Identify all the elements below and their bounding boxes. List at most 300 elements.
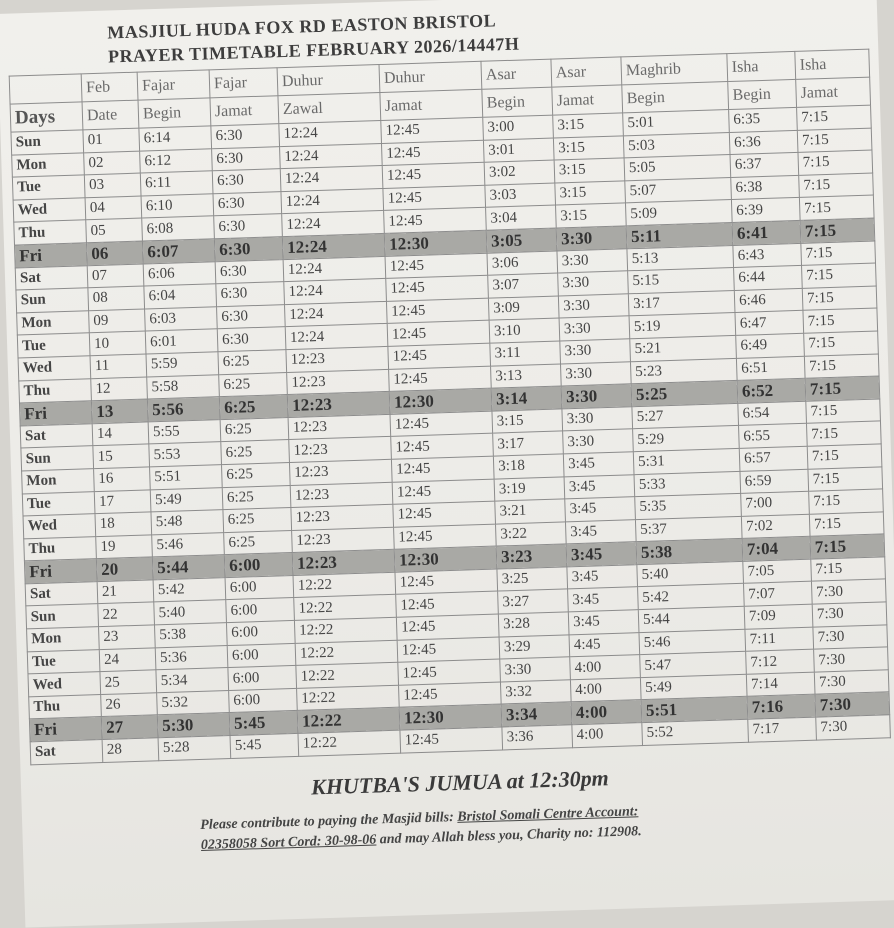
cell-isha-begin: 6:43 — [733, 243, 802, 268]
cell-isha-begin: 7:17 — [748, 717, 817, 742]
cell-day: Fri — [14, 243, 87, 268]
cell-maghrib: 3:17 — [628, 290, 735, 316]
cell-fajar-jamat: 6:00 — [225, 575, 294, 600]
cell-zawal: 12:24 — [284, 279, 387, 305]
column-header: Fajar — [209, 68, 278, 98]
cell-fajar-jamat: 6:30 — [212, 169, 281, 194]
cell-isha-jamat: 7:15 — [797, 105, 872, 130]
cell-maghrib: 5:19 — [629, 313, 736, 339]
cell-asar-jamat: 3:15 — [553, 113, 624, 138]
cell-zawal: 12:24 — [282, 211, 385, 237]
cell-duhur-jamat: 12:45 — [396, 614, 499, 640]
cell-day: Wed — [23, 514, 96, 539]
cell-day: Mon — [27, 627, 100, 652]
cell-fajar-jamat: 6:00 — [226, 621, 295, 646]
donation-note — [200, 797, 801, 856]
cell-asar-jamat: 4:45 — [569, 632, 640, 657]
cell-day: Fri — [29, 717, 102, 742]
cell-maghrib: 5:52 — [642, 719, 749, 745]
cell-day: Thu — [29, 694, 102, 719]
cell-isha-jamat: 7:15 — [807, 444, 882, 469]
cell-asar-begin: 3:18 — [493, 454, 564, 479]
cell-fajar-begin: 5:34 — [156, 668, 229, 693]
cell-day: Thu — [24, 536, 97, 561]
cell-isha-jamat: 7:15 — [799, 195, 874, 220]
cell-asar-jamat: 3:15 — [556, 203, 627, 228]
cell-isha-begin: 6:47 — [735, 311, 804, 336]
cell-duhur-jamat: 12:30 — [394, 546, 497, 572]
cell-day: Sun — [16, 288, 89, 313]
cell-zawal: 12:23 — [290, 482, 393, 508]
cell-duhur-jamat: 12:45 — [398, 659, 501, 685]
cell-fajar-begin: 6:01 — [145, 329, 218, 354]
cell-asar-jamat: 3:45 — [565, 497, 636, 522]
column-header: Duhur — [277, 65, 380, 96]
cell-fajar-begin: 6:14 — [139, 126, 212, 151]
cell-date: 02 — [84, 151, 141, 175]
cell-asar-jamat: 3:30 — [559, 316, 630, 341]
cell-date: 27 — [101, 715, 158, 739]
cell-zawal: 12:23 — [286, 346, 389, 372]
cell-asar-begin: 3:06 — [487, 251, 558, 276]
cell-isha-jamat: 7:30 — [814, 647, 889, 672]
cell-maghrib: 5:31 — [633, 448, 740, 474]
cell-isha-jamat: 7:15 — [802, 263, 877, 288]
cell-isha-begin: 7:11 — [745, 627, 814, 652]
cell-isha-begin: 7:02 — [741, 514, 810, 539]
cell-date: 24 — [99, 647, 156, 671]
cell-day: Wed — [28, 672, 101, 697]
cell-asar-jamat: 3:30 — [556, 226, 627, 251]
cell-asar-jamat: 3:30 — [560, 361, 631, 386]
cell-isha-jamat: 7:15 — [801, 241, 876, 266]
cell-asar-jamat: 3:15 — [555, 181, 626, 206]
cell-isha-jamat: 7:15 — [808, 466, 883, 491]
cell-isha-jamat: 7:15 — [806, 421, 881, 446]
cell-fajar-begin: 5:58 — [147, 374, 220, 399]
mosque-title: MASJIUL HUDA FOX RD EASTON BRISTOL — [107, 10, 497, 43]
cell-fajar-jamat: 6:00 — [226, 598, 295, 623]
cell-duhur-jamat: 12:45 — [392, 479, 495, 505]
cell-zawal: 12:24 — [282, 233, 385, 259]
cell-fajar-jamat: 6:30 — [213, 191, 282, 216]
cell-fajar-jamat: 6:30 — [215, 259, 284, 284]
cell-asar-begin: 3:07 — [488, 273, 559, 298]
cell-isha-begin: 6:37 — [730, 153, 799, 178]
cell-day: Sat — [20, 423, 93, 448]
cell-fajar-jamat: 6:30 — [217, 304, 286, 329]
cell-duhur-jamat: 12:45 — [390, 411, 493, 437]
cell-fajar-jamat: 6:30 — [211, 124, 280, 149]
cell-fajar-jamat: 6:00 — [227, 643, 296, 668]
cell-fajar-begin: 5:53 — [149, 442, 222, 467]
cell-isha-begin: 7:04 — [742, 536, 811, 561]
column-header — [9, 74, 82, 104]
cell-isha-jamat: 7:15 — [800, 218, 875, 243]
cell-duhur-jamat: 12:45 — [386, 298, 489, 324]
prayer-table — [9, 49, 891, 765]
cell-fajar-begin: 5:51 — [150, 465, 223, 490]
cell-isha-jamat: 7:30 — [816, 715, 891, 740]
cell-fajar-begin: 6:06 — [143, 261, 216, 286]
column-header: Feb — [81, 72, 138, 102]
cell-fajar-jamat: 5:45 — [230, 733, 299, 758]
cell-duhur-jamat: 12:30 — [399, 704, 502, 730]
cell-asar-jamat: 4:00 — [571, 700, 642, 725]
cell-zawal: 12:24 — [280, 143, 383, 169]
cell-asar-begin: 3:22 — [495, 522, 566, 547]
cell-day: Sat — [30, 740, 103, 765]
cell-duhur-jamat: 12:45 — [381, 117, 484, 143]
cell-day: Sun — [21, 446, 94, 471]
cell-zawal: 12:23 — [292, 550, 395, 576]
cell-date: 18 — [95, 512, 152, 536]
cell-duhur-jamat: 12:45 — [383, 185, 486, 211]
cell-zawal: 12:22 — [297, 685, 400, 711]
cell-fajar-begin: 5:42 — [153, 577, 226, 602]
cell-date: 12 — [91, 377, 148, 401]
cell-isha-jamat: 7:15 — [803, 308, 878, 333]
cell-day: Sat — [25, 582, 98, 607]
cell-fajar-jamat: 6:30 — [216, 282, 285, 307]
cell-duhur-jamat: 12:45 — [399, 682, 502, 708]
column-header: Duhur — [379, 61, 482, 92]
column-header: Date — [82, 100, 139, 130]
cell-isha-begin: 6:51 — [736, 356, 805, 381]
cell-date: 19 — [96, 535, 153, 559]
cell-asar-begin: 3:27 — [498, 589, 569, 614]
cell-asar-jamat: 3:45 — [564, 474, 635, 499]
cell-isha-jamat: 7:15 — [811, 557, 886, 582]
cell-fajar-begin: 5:38 — [155, 623, 228, 648]
cell-zawal: 12:22 — [295, 640, 398, 666]
cell-isha-begin: 7:00 — [741, 491, 810, 516]
cell-isha-jamat: 7:15 — [802, 286, 877, 311]
cell-duhur-jamat: 12:45 — [391, 456, 494, 482]
cell-maghrib: 5:35 — [635, 493, 742, 519]
cell-zawal: 12:22 — [294, 617, 397, 643]
cell-day: Tue — [12, 175, 85, 200]
cell-date: 25 — [100, 670, 157, 694]
cell-maghrib: 5:49 — [640, 674, 747, 700]
cell-maghrib: 5:07 — [625, 177, 732, 203]
cell-isha-jamat: 7:15 — [804, 354, 879, 379]
cell-isha-jamat: 7:30 — [814, 670, 889, 695]
cell-maghrib: 5:38 — [636, 539, 743, 565]
cell-duhur-jamat: 12:45 — [386, 275, 489, 301]
cell-day: Wed — [13, 198, 86, 223]
cell-isha-begin: 7:09 — [744, 604, 813, 629]
cell-date: 22 — [98, 602, 155, 626]
cell-asar-begin: 3:28 — [498, 612, 569, 637]
cell-fajar-begin: 6:11 — [140, 171, 213, 196]
cell-day: Fri — [19, 401, 92, 426]
cell-isha-begin: 6:46 — [734, 288, 803, 313]
cell-asar-jamat: 3:30 — [561, 384, 632, 409]
cell-zawal: 12:23 — [289, 437, 392, 463]
cell-day: Mon — [12, 152, 85, 177]
cell-zawal: 12:22 — [298, 730, 401, 756]
cell-day: Wed — [18, 356, 91, 381]
cell-zawal: 12:23 — [292, 527, 395, 553]
cell-duhur-jamat: 12:45 — [395, 569, 498, 595]
cell-asar-jamat: 3:45 — [563, 452, 634, 477]
cell-date: 17 — [94, 489, 151, 513]
column-header: Jamat — [210, 96, 279, 126]
cell-fajar-begin: 6:10 — [141, 194, 214, 219]
cell-asar-begin: 3:03 — [485, 183, 556, 208]
cell-zawal: 12:23 — [288, 414, 391, 440]
cell-fajar-jamat: 6:30 — [214, 214, 283, 239]
cell-asar-begin: 3:11 — [490, 341, 561, 366]
cell-asar-begin: 3:02 — [484, 160, 555, 185]
cell-duhur-jamat: 12:45 — [382, 162, 485, 188]
cell-maghrib: 5:46 — [639, 629, 746, 655]
cell-asar-begin: 3:32 — [500, 680, 571, 705]
cell-isha-begin: 6:44 — [734, 266, 803, 291]
cell-zawal: 12:22 — [294, 595, 397, 621]
cell-isha-jamat: 7:15 — [810, 534, 885, 559]
cell-zawal: 12:24 — [283, 256, 386, 282]
cell-day: Thu — [14, 220, 87, 245]
cell-day: Sun — [11, 130, 84, 155]
cell-duhur-jamat: 12:45 — [388, 343, 491, 369]
cell-asar-jamat: 3:30 — [563, 429, 634, 454]
column-header: Jamat — [380, 89, 483, 120]
cell-fajar-begin: 5:32 — [157, 690, 230, 715]
cell-isha-jamat: 7:15 — [809, 489, 884, 514]
column-header: Days — [10, 102, 83, 132]
cell-fajar-jamat: 5:45 — [229, 711, 298, 736]
cell-isha-begin: 6:41 — [732, 220, 801, 245]
cell-maghrib: 5:21 — [630, 335, 737, 361]
cell-asar-jamat: 3:45 — [568, 610, 639, 635]
cell-isha-begin: 6:52 — [737, 378, 806, 403]
cell-isha-begin: 6:49 — [736, 333, 805, 358]
cell-date: 21 — [97, 580, 154, 604]
column-header: Asar — [481, 59, 552, 89]
cell-asar-begin: 3:13 — [491, 363, 562, 388]
cell-isha-jamat: 7:15 — [804, 331, 879, 356]
cell-maghrib: 5:23 — [630, 358, 737, 384]
column-header: Begin — [622, 82, 729, 113]
cell-asar-jamat: 3:30 — [560, 339, 631, 364]
cell-fajar-begin: 6:03 — [145, 306, 218, 331]
cell-zawal: 12:23 — [291, 504, 394, 530]
note-text: Please contribute to paying the Masjid bills: — [200, 809, 458, 834]
column-header: Jamat — [552, 85, 623, 115]
cell-fajar-begin: 6:08 — [142, 216, 215, 241]
cell-asar-jamat: 3:45 — [566, 542, 637, 567]
cell-fajar-begin: 5:55 — [148, 419, 221, 444]
column-header: Begin — [728, 79, 797, 109]
cell-duhur-jamat: 12:45 — [384, 208, 487, 234]
cell-maghrib: 5:42 — [638, 584, 745, 610]
cell-date: 11 — [90, 354, 147, 378]
cell-isha-begin: 6:39 — [731, 198, 800, 223]
column-header: Jamat — [796, 77, 871, 107]
cell-asar-begin: 3:36 — [502, 725, 573, 750]
cell-maghrib: 5:29 — [633, 426, 740, 452]
cell-asar-jamat: 3:15 — [554, 158, 625, 183]
column-header: Begin — [138, 98, 211, 128]
cell-asar-begin: 3:10 — [489, 318, 560, 343]
cell-isha-begin: 6:54 — [738, 401, 807, 426]
cell-asar-begin: 3:30 — [500, 657, 571, 682]
cell-date: 13 — [91, 399, 148, 423]
cell-fajar-begin: 5:44 — [152, 555, 225, 580]
cell-duhur-jamat: 12:45 — [387, 321, 490, 347]
cell-fajar-begin: 5:30 — [157, 713, 230, 738]
cell-fajar-jamat: 6:25 — [219, 372, 288, 397]
cell-duhur-jamat: 12:45 — [396, 592, 499, 618]
cell-asar-begin: 3:23 — [496, 544, 567, 569]
cell-date: 07 — [87, 264, 144, 288]
cell-fajar-begin: 5:28 — [158, 736, 231, 761]
cell-maghrib: 5:44 — [638, 606, 745, 632]
cell-fajar-begin: 5:40 — [154, 600, 227, 625]
cell-isha-begin: 6:35 — [729, 107, 798, 132]
cell-asar-jamat: 3:30 — [558, 294, 629, 319]
cell-date: 14 — [92, 422, 149, 446]
cell-asar-begin: 3:25 — [497, 567, 568, 592]
cell-asar-jamat: 3:45 — [567, 565, 638, 590]
cell-fajar-jamat: 6:30 — [217, 327, 286, 352]
cell-maghrib: 5:51 — [641, 697, 748, 723]
cell-isha-jamat: 7:30 — [815, 692, 890, 717]
cell-asar-jamat: 3:15 — [553, 135, 624, 160]
cell-fajar-jamat: 6:00 — [224, 553, 293, 578]
account-number: 02358058 Sort Cord: 30-98-06 — [200, 832, 377, 853]
cell-date: 08 — [88, 286, 145, 310]
cell-isha-begin: 7:05 — [743, 559, 812, 584]
note-text-end: and may Allah bless you, Charity no: 112908. — [376, 824, 642, 848]
cell-maghrib: 5:13 — [627, 245, 734, 271]
cell-maghrib: 5:47 — [640, 652, 747, 678]
account-name: Bristol Somali Centre Account: — [457, 804, 639, 825]
cell-isha-jamat: 7:30 — [813, 624, 888, 649]
cell-asar-jamat: 4:00 — [572, 723, 643, 748]
cell-asar-jamat: 3:30 — [557, 248, 628, 273]
column-header: Isha — [727, 51, 796, 81]
cell-asar-begin: 3:19 — [494, 476, 565, 501]
column-header: Begin — [482, 87, 553, 117]
cell-asar-jamat: 4:00 — [570, 655, 641, 680]
cell-asar-begin: 3:04 — [486, 205, 557, 230]
cell-date: 15 — [93, 444, 150, 468]
cell-day: Sun — [26, 604, 99, 629]
cell-fajar-begin: 6:07 — [142, 239, 215, 264]
cell-date: 28 — [102, 738, 159, 762]
cell-asar-begin: 3:05 — [486, 228, 557, 253]
cell-isha-begin: 6:36 — [729, 130, 798, 155]
cell-maghrib: 5:27 — [632, 403, 739, 429]
cell-asar-begin: 3:29 — [499, 634, 570, 659]
cell-fajar-jamat: 6:00 — [229, 688, 298, 713]
cell-maghrib: 5:40 — [637, 561, 744, 587]
cell-isha-begin: 7:16 — [747, 695, 816, 720]
cell-maghrib: 5:33 — [634, 471, 741, 497]
cell-asar-begin: 3:01 — [483, 138, 554, 163]
cell-asar-jamat: 3:30 — [558, 271, 629, 296]
cell-fajar-begin: 5:49 — [150, 487, 223, 512]
column-header: Fajar — [137, 70, 210, 100]
cell-duhur-jamat: 12:30 — [384, 230, 487, 256]
cell-isha-jamat: 7:15 — [797, 128, 872, 153]
cell-maghrib: 5:11 — [626, 222, 733, 248]
cell-asar-jamat: 3:30 — [562, 406, 633, 431]
column-header: Zawal — [278, 93, 381, 124]
cell-asar-begin: 3:17 — [493, 431, 564, 456]
cell-date: 20 — [96, 557, 153, 581]
cell-isha-jamat: 7:15 — [798, 150, 873, 175]
cell-zawal: 12:22 — [297, 708, 400, 734]
cell-isha-begin: 7:14 — [746, 672, 815, 697]
cell-maghrib: 5:05 — [624, 155, 731, 181]
cell-asar-begin: 3:15 — [492, 409, 563, 434]
cell-fajar-begin: 6:04 — [144, 284, 217, 309]
column-header: Maghrib — [621, 54, 728, 85]
cell-isha-jamat: 7:30 — [811, 579, 886, 604]
cell-isha-begin: 7:12 — [746, 649, 815, 674]
cell-day: Mon — [22, 469, 95, 494]
cell-duhur-jamat: 12:45 — [385, 253, 488, 279]
cell-fajar-jamat: 6:25 — [219, 395, 288, 420]
cell-zawal: 12:24 — [279, 120, 382, 146]
cell-date: 09 — [89, 309, 146, 333]
cell-duhur-jamat: 12:45 — [381, 140, 484, 166]
cell-zawal: 12:23 — [289, 459, 392, 485]
cell-fajar-jamat: 6:30 — [212, 146, 281, 171]
cell-zawal: 12:22 — [296, 662, 399, 688]
cell-fajar-jamat: 6:25 — [223, 508, 292, 533]
cell-fajar-begin: 5:56 — [147, 397, 220, 422]
cell-fajar-begin: 6:12 — [140, 148, 213, 173]
cell-date: 04 — [85, 196, 142, 220]
cell-zawal: 12:22 — [293, 572, 396, 598]
cell-duhur-jamat: 12:45 — [389, 366, 492, 392]
cell-day: Tue — [27, 649, 100, 674]
cell-maghrib: 5:09 — [625, 200, 732, 226]
cell-fajar-jamat: 6:25 — [222, 485, 291, 510]
cell-zawal: 12:23 — [287, 391, 390, 417]
cell-maghrib: 5:25 — [631, 381, 738, 407]
cell-fajar-jamat: 6:00 — [228, 666, 297, 691]
cell-zawal: 12:23 — [287, 369, 390, 395]
cell-fajar-begin: 5:36 — [155, 645, 228, 670]
cell-isha-begin: 6:38 — [731, 175, 800, 200]
cell-day: Thu — [19, 378, 92, 403]
cell-date: 06 — [86, 241, 143, 265]
cell-asar-begin: 3:09 — [488, 296, 559, 321]
cell-fajar-begin: 5:46 — [152, 532, 225, 557]
cell-asar-begin: 3:00 — [483, 115, 554, 140]
cell-isha-jamat: 7:15 — [806, 399, 881, 424]
cell-day: Fri — [24, 559, 97, 584]
cell-maghrib: 5:03 — [623, 132, 730, 158]
cell-zawal: 12:24 — [280, 166, 383, 192]
cell-day: Mon — [17, 311, 90, 336]
cell-duhur-jamat: 12:45 — [391, 433, 494, 459]
cell-day: Sat — [15, 265, 88, 290]
cell-date: 03 — [84, 173, 141, 197]
cell-maghrib: 5:01 — [623, 110, 730, 136]
cell-asar-jamat: 4:00 — [570, 677, 641, 702]
cell-day: Tue — [17, 333, 90, 358]
column-header: Isha — [795, 49, 870, 79]
column-header: Asar — [551, 57, 622, 87]
cell-duhur-jamat: 12:30 — [389, 388, 492, 414]
